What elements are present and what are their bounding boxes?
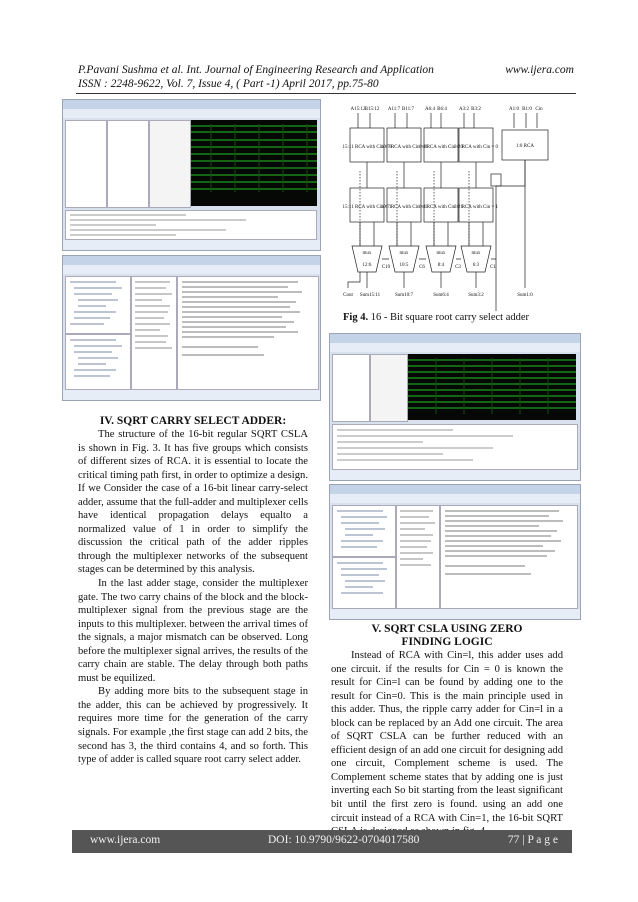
figure-4-caption-label: Fig 4. xyxy=(343,312,369,323)
mux-12-6 xyxy=(352,246,382,272)
section-4-paragraph-1: The structure of the 16-bit regular SQRT CSLA is shown in Fig. 3. It has five groups which consists of different sizes of RCA. it is essential to locate the critical timing path first, in order to optimize a design. If we Consider the case of a 16-bit linear carry-select adder, assume that the full-adder and multiplexer cells have identical propagation delays equalto a normalized value of 1 in order to simplify the discussion the critical path of the adder ripples through the multiplexer networks of the subsequent stages can be determined by this analysis. xyxy=(78,429,308,576)
input-label: Cin xyxy=(535,107,543,112)
section-5-heading-line2: FINDING LOGIC xyxy=(401,636,493,648)
section-4-heading: IV. SQRT CARRY SELECT ADDER: xyxy=(99,415,287,427)
output-label: Sum15:11 xyxy=(359,293,381,298)
rca-label: 3:2 RCA with Cin = 1 xyxy=(453,205,499,210)
mux-8-4 xyxy=(426,246,456,272)
input-label: A11:7 xyxy=(387,107,401,112)
hierarchy-panel xyxy=(332,505,396,557)
window-toolbar xyxy=(63,265,320,274)
section-4-paragraph-3: By adding more bits to the subsequent stage in the adder, this can be achieved by progressively. It requires more time for the generation of the carry signals. For example ,the first stage can add 2 bits, the second has 3, the third contains 4, and so forth. This type of adder is called square root carry select adder. xyxy=(78,686,308,766)
page-number: 77 | P a g e xyxy=(507,834,558,846)
status-bar xyxy=(330,470,580,480)
instance-panel xyxy=(332,354,370,422)
carry-buffer xyxy=(491,174,501,186)
carry-label: C6 xyxy=(419,265,425,270)
csla-waveform-screenshot xyxy=(329,333,581,481)
waveform-area xyxy=(408,354,576,420)
output-label: Sum1:0 xyxy=(517,293,533,298)
mux-size: 12:6 xyxy=(362,263,372,268)
signal-name-panel xyxy=(149,120,191,208)
rca-label: 10:7 RCA with Cin = 0 xyxy=(380,145,428,150)
rca-label: 15:11 RCA with Cin = 0 xyxy=(342,145,392,150)
mux-10-5 xyxy=(389,246,419,272)
synthesis-report-screenshot xyxy=(62,255,321,401)
output-label: Sum6:4 xyxy=(433,293,449,298)
hierarchy-panel xyxy=(65,276,131,334)
rca-label: 3:2 RCA with Cin = 0 xyxy=(453,145,499,150)
input-label: A6:4 xyxy=(425,107,435,112)
report-navigation-panel xyxy=(131,276,177,390)
section-5-column xyxy=(331,623,563,839)
journal-citation: P.Pavani Sushma et al. Int. Journal of Engineering Research and Application xyxy=(78,64,434,76)
carry-label: C3 xyxy=(455,265,461,270)
console-panel xyxy=(65,210,317,240)
mux-size: 8:4 xyxy=(437,263,445,268)
mux-size: 6:3 xyxy=(472,263,480,268)
issn-line: ISSN : 2248-9622, Vol. 7, Issue 4, ( Part -1) April 2017, pp.75-80 xyxy=(78,78,379,90)
input-label: A15:12 xyxy=(350,107,366,112)
objects-panel xyxy=(107,120,149,208)
carry-label: C10 xyxy=(381,265,391,270)
running-header-line1 xyxy=(78,64,574,77)
input-label: B6:4 xyxy=(437,107,447,112)
input-label: B3:2 xyxy=(471,107,481,112)
simulation-waveform-screenshot xyxy=(62,99,321,251)
sqrt-csla-block-diagram xyxy=(330,96,575,311)
window-titlebar xyxy=(63,256,320,265)
status-bar xyxy=(330,609,580,619)
window-toolbar xyxy=(330,343,580,352)
instance-panel xyxy=(65,120,107,208)
processes-panel xyxy=(332,557,396,609)
console-panel xyxy=(332,424,578,470)
rca-label: 1:0 RCA xyxy=(516,144,534,149)
mux-6-3 xyxy=(461,246,491,272)
section-4-paragraph-2: In the last adder stage, consider the multiplexer gate. The two carry chains of the block and the block-multiplexer signal from the previous stage are the inputs to this multiplexer. between the arrival times of the signals, a major mismatch can be observed. Long before the multiplexer signal arrives, the results of the carry chain are stable. The delay through both paths must be equilized. xyxy=(78,578,308,684)
output-label: Sum3:2 xyxy=(468,293,484,298)
mux-label: mux xyxy=(436,251,446,256)
figure-4-caption-text: 16 - Bit square root carry select adder xyxy=(368,312,530,323)
mux-size: 10:5 xyxy=(399,263,409,268)
page-footer xyxy=(72,830,572,853)
running-header-line2 xyxy=(78,78,574,91)
footer-website[interactable]: www.ijera.com xyxy=(90,834,161,846)
window-titlebar xyxy=(330,334,580,343)
mux-label: mux xyxy=(399,251,409,256)
journal-website[interactable]: www.ijera.com xyxy=(505,64,574,76)
input-label: B11:7 xyxy=(401,107,415,112)
footer-doi[interactable]: DOI: 10.9790/9622-0704017580 xyxy=(268,834,420,846)
status-bar xyxy=(63,240,320,250)
window-titlebar xyxy=(63,100,320,109)
rca-label: 10:7 RCA with Cin = 1 xyxy=(380,205,428,210)
mux-label: mux xyxy=(362,251,372,256)
carry-label: C1 xyxy=(490,265,496,270)
window-toolbar xyxy=(63,109,320,118)
csla-synthesis-report-screenshot xyxy=(329,484,581,620)
mux-label: mux xyxy=(471,251,481,256)
window-titlebar xyxy=(330,485,580,494)
window-toolbar xyxy=(330,494,580,503)
section-5-paragraph-1: Instead of RCA with Cin=l, this adder uses add one circuit. if the results for Cin = 0 is known the result for Cin=l can be found by adding one to the result for Cin=0. This is the main principle used in this adder. Thus, the ripple carry adder for Cin=l in a block can be replaced by an Add one circuit. The area of SQRT CSLA can be further reduced with an efficient design of an add one circuit for designing add one circuit, Complement scheme is used. The Complement scheme states that by adding one is just inverting each So bit starting from the least significant bit until the first zero is found. using an add one circuit instead of a RCA with Cin=1, the 16-bit SQRT xyxy=(331,650,563,824)
input-label: B15:12 xyxy=(364,107,380,112)
section-5-heading-line1: V. SQRT CSLA USING ZERO xyxy=(371,623,523,635)
input-label: A3:2 xyxy=(459,107,469,112)
status-bar xyxy=(63,390,320,400)
rca-label: 6:4 RCA with Cin = 1 xyxy=(418,205,464,210)
output-label: Sum10:7 xyxy=(394,293,414,298)
report-navigation-panel xyxy=(396,505,440,609)
processes-panel xyxy=(65,334,131,390)
signal-name-panel xyxy=(370,354,408,422)
rca-label: 6:4 RCA with Cin = 0 xyxy=(418,145,464,150)
waveform-area xyxy=(191,120,317,206)
output-label: Cout xyxy=(343,293,353,298)
timing-report-panel xyxy=(177,276,319,390)
figure-4-caption xyxy=(343,312,529,323)
input-label: B1:0 xyxy=(522,107,532,112)
input-label: A1:0 xyxy=(509,107,519,112)
timing-report-panel xyxy=(440,505,578,609)
section-4-column xyxy=(78,415,308,767)
header-rule xyxy=(76,93,576,94)
rca-label: 15:11 RCA with Cin = 1 xyxy=(342,205,392,210)
